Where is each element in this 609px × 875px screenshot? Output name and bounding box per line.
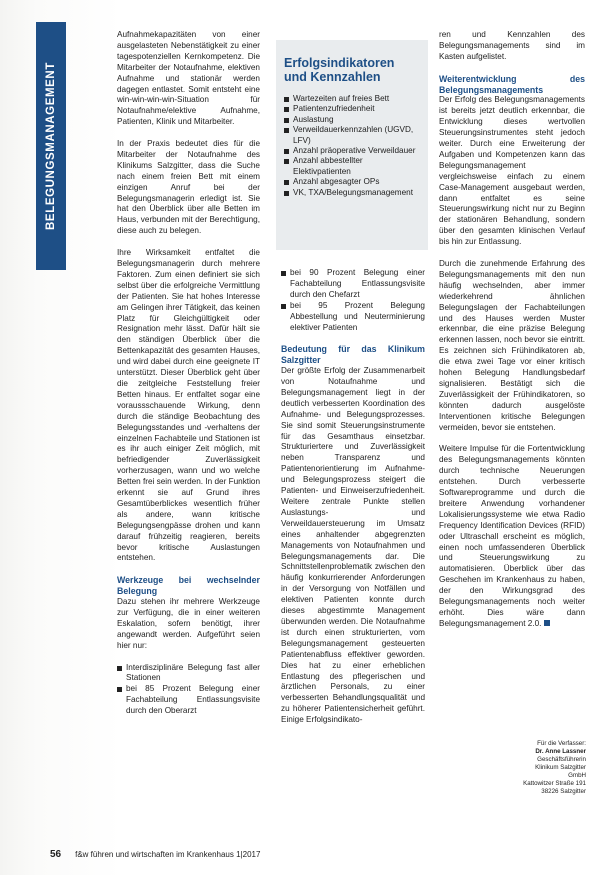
end-mark-icon xyxy=(544,620,550,626)
list-item: bei 85 Prozent Belegung einer Fachabteilung Entlassungsvisite durch den Oberarzt xyxy=(117,684,260,717)
indicator-item: Verweildauerkennzahlen (UGVD, LFV) xyxy=(284,125,420,146)
indicator-item: Anzahl präoperative Verweildauer xyxy=(284,146,420,156)
box-title: Erfolgsindikatoren und Kennzahlen xyxy=(284,56,395,84)
author-line: 38226 Salzgitter xyxy=(541,788,586,795)
list-item: Interdisziplinäre Belegung fast aller Stationen xyxy=(117,663,260,685)
author-line: Für die Verfasser: xyxy=(537,740,586,747)
author-line: Kattowitzer Straße 191 xyxy=(523,780,586,787)
list-item: bei 90 Prozent Belegung einer Fachabteilung Entlassungsvisite durch den Chefarzt xyxy=(281,268,425,301)
column-3 xyxy=(439,30,585,641)
author-block xyxy=(520,740,586,796)
page-number: 56 xyxy=(50,849,62,860)
page-footer xyxy=(50,849,260,860)
indicator-item: Auslastung xyxy=(284,115,420,125)
paragraph: Der größte Erfolg der Zusammenarbeit von Notaufnahme und Belegungsmanagement liegt in der deutlich verbesserten Koordination des Aufnahme- und Belegungsprozesses. Sie sind somit Steuerungsinstrumente für das Gesamthaus einsetzbar. Strukturiertere und Zuverlässigkeit neben Transparenz und Patientenorientierung im Aufnahme- und Belegungsprozess steigert die Patienten- und Einweiserzufriedenheit. Weitere zentrale Punkte stellen Auslastungs- und Verweildauersteuerung im Umsatz eines anhaltender abgegrenzten Managements von Notaufnahmen und Belegungsmanagements dar. Die Schnittstellenproblematik zwischen den häufig konkurrierender Anforderungen in der Versorgung von Notfällen und elektiven Patienten konnte durch dieses abgestimmte Management überwunden werden. Die Notaufnahme ist durch einen strukturierten, vom Belegungsmanagement gesteuerten Patientenabfluss effektiver geworden. Dies hat zu einer erheblichen Entlastung des pflegerischen und ärztlichen Personals, zu einer verbesserten Behandlungsqualität und zu höherer Patientensicherheit geführt. Einige Erfolgsindikato- xyxy=(281,366,425,725)
subheading-salzgitter: Bedeutung für das Klinikum Salzgitter xyxy=(281,344,425,366)
section-label: BELEGUNGSMANAGEMENT xyxy=(45,62,57,230)
section-label-wrapper xyxy=(36,22,66,270)
indicator-item: Wartezeiten auf freies Bett xyxy=(284,94,420,104)
paragraph-text: Weitere Impulse für die Fortentwicklung des Belegungsmanagements könnten durch technische Neuerungen entstehen. Durch verbesserte Softwareprogramme und durch die breitere Anwendung vorhandener Lokalisierungssysteme wie etwa Radio Frequency Identification Devices (RFID) oder Ultraschall erscheint es möglich, einen noch umfassenderen Überblick und Steuerungswirkung zu automatisieren. Überblick über das Geschehen im Krankenhaus zu haben, der den Wirkungsgrad des Belegungsmanagements noch weiter erhöht. Dies wäre dann Belegungsmanagement 2.0. xyxy=(439,444,585,628)
indicator-box xyxy=(276,40,428,250)
author-line: Geschäftsführerin xyxy=(537,756,586,763)
list-item: bei 95 Prozent Belegung Abbestellung und Neuterminierung elektiver Patienten xyxy=(281,301,425,334)
paragraph: Der Erfolg des Belegungsmanagements ist bereits jetzt deutlich erkennbar, die Entwicklung dieses wertvollen Steuerungsinstrumentes steht jedoch weiter. Durch eine Erweiterung der Aufgaben und Kompetenzen kann das Belegungsmanagement vergleichsweise einfach zu einem Case-Management ausgebaut werden, dann entfaltet es seine Steuerungswirkung nicht nur zu Beginn der stationären Behandlung, sondern über den gesamten klinischen Verlauf bis hin zur Entlassung. xyxy=(439,95,585,247)
paragraph: In der Praxis bedeutet dies für die Mitarbeiter der Notaufnahme des Klinikums Salzgitter, dass die Suche nach einem freien Bett mit einem einzigen Anruf bei der Belegungsmanagerin erledigt ist. Sie hat den Überblick über alle Betten im Haus, verbunden mit der Berechtigung, diese auch zu belegen. xyxy=(117,139,260,236)
indicator-item: Anzahl abbestellter Elektivpatienten xyxy=(284,156,420,177)
subheading-development: Weiterentwicklung des Belegungsmanagements xyxy=(439,73,585,95)
bullet-list xyxy=(117,663,260,718)
subheading-tools: Werkzeuge bei wechselnder Belegung xyxy=(117,575,260,597)
column-2 xyxy=(281,268,425,737)
indicator-item: Anzahl abgesagter OPs xyxy=(284,177,420,187)
bullet-list xyxy=(281,268,425,333)
indicator-item: Patientenzufriedenheit xyxy=(284,104,420,114)
paragraph: Ihre Wirksamkeit entfaltet die Belegungsmanagerin durch mehrere Faktoren. Zum einen definiert sie sich selbst über die erfolgreiche Vermittlung der Patienten. Sie hat hohes Interesse am Gelingen ihrer Tätigkeit, das keinen Platz für Gleichgültigkeit oder Resignation mehr lässt. Dafür hält sie den ständigen Überblick über die Bettenkapazität des gesamten Hauses, und wird dabei durch eine geeignete IT unterstützt. Dieser Überblick geht über die zeitgleiche Feststellung freier Betten hinaus. Er entfaltet sogar eine voraussschauende Wirkung, denn durch die ständige Beobachtung des Belegungsstandes und -verhaltens der einzelnen Fachabteile und Stationen ist es ihr auch einiger Zeit möglich, mit befriedigender Zuverlässigkeit vorherzusagen, wann und wo welche Betten frei sein werden. In der Funktion erkennt sie auf Grund ihres Gesamtüberblickes wesentlich früher als andere, wann kritische Belegungsengpässe drohen und kann darauf frühzeitig reagieren, bereits bevor kritische Auslastungen entstehen. xyxy=(117,248,260,563)
paragraph: ren und Kennzahlen des Belegungsmanagements sind im Kasten aufgelistet. xyxy=(439,30,585,61)
journal-name: f&w führen und wirtschaften im Krankenhaus 1|2017 xyxy=(75,850,261,859)
author-line: Klinikum Salzgitter GmbH xyxy=(535,764,586,779)
paragraph: Durch die zunehmende Erfahrung des Belegungsmanagements mit den nun häufig wechselnden, aber immer wiederkehrend ähnlichen Belegungslagen der Fachabteilungen und des Hauses werden Muster erkennbar, die eine präzise Belegung erkennen lassen, noch bevor sie eintritt. Es zeichnen sich Frühindikatoren ab, die etwa zwei Tage vor einer kritisch hohen Belegung Handlungsbedarf signalisieren. Bestätigt sich die Zuverlässigkeit der Frühindikatoren, so könnten dadurch ausgelöste Interventionen kritische Belegungen vermeiden, bevor sie entstehen. xyxy=(439,259,585,432)
paragraph xyxy=(439,444,585,629)
indicator-item: VK, TXA/Belegungsmanagement xyxy=(284,188,420,198)
author-line: Dr. Anne Lassner xyxy=(535,748,586,755)
indicator-list xyxy=(276,94,428,198)
paragraph: Aufnahmekapazitäten von einer ausgelasteten Nebenstätigkeit zu einer tagespotenziellen Kernkompetenz. Die Mitarbeiter der Notaufnahme, elektiven Aufnahme und stationär werden dagegen entlastet. Somit entsteht eine win-win-win-win-Situation für Notaufnahme/elektive Aufnahme, Patienten, Klinik und Mitarbeiter. xyxy=(117,30,260,127)
paragraph: Dazu stehen ihr mehrere Werkzeuge zur Verfügung, die in einer weiteren Eskalation, sofern benötigt, ihrer angewandt werden. Aufgeführt seien hier nur: xyxy=(117,597,260,650)
column-1 xyxy=(117,30,260,728)
